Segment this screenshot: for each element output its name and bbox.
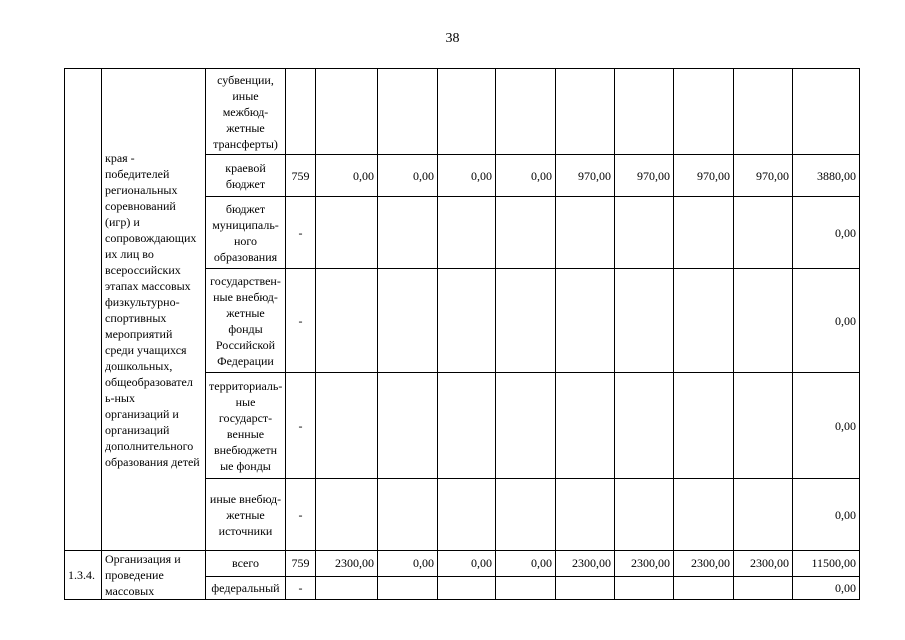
value-cell <box>734 576 793 599</box>
value-cell: 0,00 <box>496 551 556 577</box>
value-cell: 970,00 <box>734 155 793 197</box>
event-name-cell: края - победителей региональных соревнований (игр) и сопровождающих их лиц во всероссийских этапах массовых физкультурно-спортивных мероприятий среди учащихся дошкольных, общеобразовател ь-ных организаций и организаций дополнительного образования детей <box>102 69 206 551</box>
table-row <box>65 551 860 577</box>
total-value-cell: 3880,00 <box>793 155 860 197</box>
total-value-cell: 0,00 <box>793 269 860 373</box>
funding-source-cell: бюджет муниципаль-ного образования <box>206 197 286 269</box>
value-cell <box>734 197 793 269</box>
funding-source-cell: территориаль-ные государст-венные внебюджетн ые фонды <box>206 373 286 479</box>
value-cell: 2300,00 <box>316 551 378 577</box>
value-cell <box>378 576 438 599</box>
value-cell <box>438 576 496 599</box>
value-cell <box>615 69 674 155</box>
value-cell <box>674 576 734 599</box>
value-cell <box>378 373 438 479</box>
value-cell: 2300,00 <box>556 551 615 577</box>
value-cell <box>438 197 496 269</box>
value-cell: 0,00 <box>496 155 556 197</box>
value-cell: 0,00 <box>316 155 378 197</box>
code-cell: - <box>286 479 316 551</box>
code-cell: - <box>286 373 316 479</box>
value-cell <box>556 479 615 551</box>
value-cell <box>378 197 438 269</box>
funding-source-cell: субвенции, иные межбюд-жетные трансферты) <box>206 69 286 155</box>
value-cell <box>496 576 556 599</box>
total-value-cell: 0,00 <box>793 373 860 479</box>
value-cell <box>496 69 556 155</box>
value-cell <box>734 269 793 373</box>
value-cell: 2300,00 <box>734 551 793 577</box>
value-cell <box>496 269 556 373</box>
value-cell <box>438 69 496 155</box>
code-cell: - <box>286 197 316 269</box>
total-value-cell: 0,00 <box>793 576 860 599</box>
value-cell <box>438 479 496 551</box>
value-cell: 970,00 <box>556 155 615 197</box>
value-cell <box>674 269 734 373</box>
code-cell: 759 <box>286 155 316 197</box>
total-value-cell: 11500,00 <box>793 551 860 577</box>
value-cell <box>615 373 674 479</box>
funding-source-cell: всего <box>206 551 286 577</box>
value-cell <box>674 479 734 551</box>
value-cell <box>438 269 496 373</box>
value-cell <box>496 373 556 479</box>
page-number: 38 <box>445 31 460 46</box>
value-cell: 0,00 <box>438 155 496 197</box>
value-cell: 2300,00 <box>615 551 674 577</box>
code-cell: - <box>286 576 316 599</box>
value-cell <box>556 576 615 599</box>
value-cell <box>316 197 378 269</box>
table-row <box>65 69 860 155</box>
value-cell <box>378 69 438 155</box>
value-cell: 970,00 <box>674 155 734 197</box>
value-cell <box>316 373 378 479</box>
event-name-cell: Организация и проведение массовых <box>102 551 206 600</box>
value-cell <box>496 479 556 551</box>
value-cell: 0,00 <box>378 551 438 577</box>
value-cell <box>316 69 378 155</box>
value-cell <box>496 197 556 269</box>
funding-source-cell: краевой бюджет <box>206 155 286 197</box>
value-cell <box>734 373 793 479</box>
value-cell <box>378 269 438 373</box>
value-cell <box>674 197 734 269</box>
funding-source-cell: иные внебюд-жетные источники <box>206 479 286 551</box>
value-cell <box>615 197 674 269</box>
value-cell <box>615 269 674 373</box>
value-cell: 0,00 <box>438 551 496 577</box>
funding-source-cell: государствен-ные внебюд-жетные фонды Российской Федерации <box>206 269 286 373</box>
value-cell <box>316 269 378 373</box>
value-cell <box>378 479 438 551</box>
value-cell <box>316 576 378 599</box>
code-cell <box>286 69 316 155</box>
event-number-cell <box>65 69 102 551</box>
funding-source-cell: федеральный <box>206 576 286 599</box>
value-cell <box>316 479 378 551</box>
budget-table <box>64 68 860 600</box>
value-cell <box>556 69 615 155</box>
event-number-cell: 1.3.4. <box>65 551 102 600</box>
value-cell <box>793 69 860 155</box>
value-cell: 2300,00 <box>674 551 734 577</box>
value-cell: 970,00 <box>615 155 674 197</box>
value-cell <box>615 479 674 551</box>
code-cell: 759 <box>286 551 316 577</box>
total-value-cell: 0,00 <box>793 479 860 551</box>
value-cell <box>615 576 674 599</box>
value-cell <box>556 373 615 479</box>
value-cell <box>734 479 793 551</box>
value-cell <box>438 373 496 479</box>
value-cell <box>556 269 615 373</box>
value-cell <box>674 69 734 155</box>
value-cell <box>674 373 734 479</box>
total-value-cell: 0,00 <box>793 197 860 269</box>
value-cell: 0,00 <box>378 155 438 197</box>
value-cell <box>734 69 793 155</box>
value-cell <box>556 197 615 269</box>
code-cell: - <box>286 269 316 373</box>
